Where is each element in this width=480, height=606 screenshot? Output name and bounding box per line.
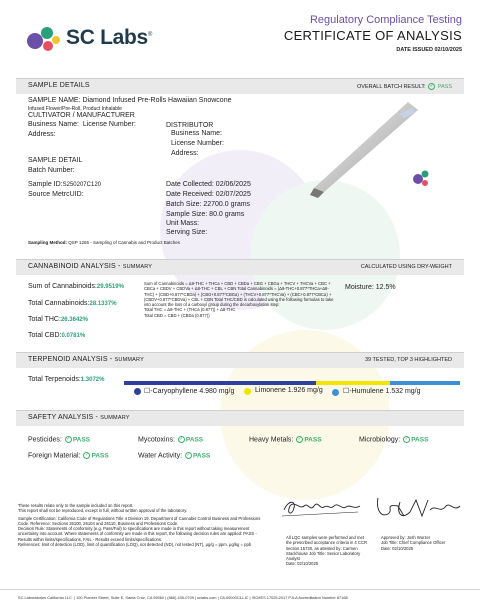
moisture: Moisture: 12.5% [345, 284, 396, 291]
distributor-license-number: License Number: [171, 140, 224, 147]
sample-id: Sample ID:S250207C120 [28, 181, 101, 188]
terpenes-tested: 39 TESTED, TOP 3 HIGHLIGHTED [364, 357, 452, 363]
cannabinoid-formula: Sum of Cannabinoids = Δ9-THC + THCa + CBD + CBDa + CBG + CBGa + THCV + THCVa + CBC + CBCa + CBDV + CBDVa + Δ8-THC + CBL + CBN Total Cannabinoids = (Δ9-THC+0.877*THCa+Δ8-THC) + (CBD+0.877*CBDa) + (CBG+0.877*CBGa) + (THCV+0.877*THCVa) + (CBC+0.877*CBCa) + (CBDV+0.877*CBDVa) + CBL + CBN Total THC/CBD is calculated using the following formulas to take into account the loss of a carboxyl group during the decarboxylation step: Total THC = Δ9-THC + (THCa (0.877)) + Δ8-THC Total CBD = CBD + (CBDa (0.877)) [144, 281, 334, 318]
sample-size: Sample Size: 80.0 grams [166, 211, 245, 218]
total-cannabinoids: Total Cannabinoids:28.1337% [28, 300, 117, 307]
approved-by: Approved by: Josh Wurzer Job Title: Chief Compliance Officer Date: 02/10/2025 [381, 535, 446, 551]
water-activity-result: Water Activity: ✓ PASS [138, 452, 211, 460]
source-metrc-uid: Source MetrcUID: [28, 191, 84, 198]
humulene-bar [390, 381, 460, 385]
safety-analysis-bar [16, 410, 464, 426]
total-cbd: Total CBD:0.0781% [28, 332, 86, 339]
microbiology-result: Microbiology: ✓ PASS [359, 436, 429, 444]
cannabinoid-heading: CANNABINOID ANALYSIS - SUMMARY [28, 263, 153, 270]
pass-check-icon: ✓ [186, 452, 191, 458]
sum-of-cannabinoids: Sum of Cannabinoids:29.9519% [28, 283, 124, 290]
sc-labs-logo-icon [26, 25, 62, 53]
distributor-business-name: Business Name: [171, 130, 222, 137]
mycotoxins-result: Mycotoxins: ✓ PASS [138, 436, 204, 444]
terpenoid-heading: TERPENOID ANALYSIS - SUMMARY [28, 356, 144, 363]
pass-check-icon: ✓ [179, 436, 184, 442]
terpene-humulene: ☐-Humulene 1.532 mg/g [343, 388, 421, 395]
sample-details-heading: SAMPLE DETAILS [28, 82, 90, 89]
safety-heading: SAFETY ANALYSIS - SUMMARY [28, 414, 130, 421]
limonene-dot [244, 388, 251, 395]
cultivator-heading: CULTIVATOR / MANUFACTURER [28, 112, 135, 119]
pass-check-icon: ✓ [429, 83, 434, 89]
overall-batch-result-value: PASS [437, 83, 452, 90]
sampling-method: Sampling Method: QSP 1265 - Sampling of Cannabis and Product Batches [28, 240, 181, 245]
sample-name: SAMPLE NAME: Diamond Infused Pre-Rolls Hawaiian Snowcone [28, 97, 232, 104]
pass-check-icon: ✓ [66, 436, 71, 442]
lqc-approval-text: All LQC samples were performed and met the prescribed acceptance criteria in 4 CCR section 15730, as attested by: Carmen Stackhouse Job Title: Senior Laboratory Analyst Date: 02/10/2025 [286, 535, 367, 567]
calculated-dry-weight: CALCULATED USING DRY-WEIGHT [360, 264, 452, 270]
overall-batch-result: OVERALL BATCH RESULT: ✓ PASS [357, 83, 452, 90]
pass-check-icon: ✓ [84, 452, 90, 458]
certificate-title: CERTIFICATE OF ANALYSIS [283, 28, 462, 43]
batch-number: Batch Number: [28, 167, 75, 174]
unit-mass: Unit Mass: [166, 220, 200, 227]
serving-size: Serving Size: [166, 229, 208, 236]
total-terpenoids: Total Terpenoids:1.3072% [28, 376, 105, 383]
distributor-heading: DISTRIBUTOR [166, 122, 214, 129]
terpene-caryophyllene: ☐-Caryophyllene 4.980 mg/g [144, 388, 235, 395]
cultivator-business-license: Business Name: License Number: [28, 121, 136, 128]
sample-detail-heading: SAMPLE DETAIL [28, 157, 83, 164]
footer-address: SC Laboratories California LLC. | 100 Pioneer Street, Suite E, Santa Cruz, CA 95060 | (866) 435-0709 | sclabs.com | C8-0000013-LIC | ISO/IES 17025:2017 PJLA Accreditation Number 87168 [18, 595, 348, 600]
report-type-title: Regulatory Compliance Testing [309, 14, 462, 26]
date-collected: Date Collected: 02/06/2025 [166, 181, 251, 188]
terpene-limonene: Limonene 1.926 mg/g [255, 387, 323, 394]
brand-name: SC Labs® [66, 26, 153, 49]
signature-josh-wurzer [370, 494, 466, 524]
pass-check-icon: ✓ [297, 436, 302, 442]
caryophyllene-dot [134, 388, 141, 395]
pass-check-icon: ✓ [404, 436, 409, 442]
distributor-address: Address: [171, 150, 199, 157]
signature-carmen-stackhouse [280, 496, 362, 522]
terpenoid-analysis-bar [16, 352, 464, 368]
caryophyllene-bar [124, 381, 316, 385]
batch-size: Batch Size: 22700.0 grams [166, 201, 251, 208]
pesticides-result: Pesticides: ✓ PASS [28, 436, 91, 444]
cultivator-address: Address: [28, 131, 56, 138]
humulene-dot [332, 389, 339, 396]
foreign-material-result: Foreign Material: ✓ PASS [28, 452, 109, 460]
total-thc: Total THC:26.3642% [28, 316, 88, 323]
sample-category: Infused Flower/Pre-Roll, Product Inhalable [28, 106, 122, 112]
limonene-bar [316, 381, 390, 385]
date-issued: DATE ISSUED 02/10/2025 [396, 47, 462, 53]
date-received: Date Received: 02/07/2025 [166, 191, 251, 198]
disclaimer-text: These results relate only to the sample included on this report. This report shall not be reproduced, except in full, without written approval of the laboratory. Sample Certification: California Code of Regulations Title 4 Division 19. Department of Cannabis Control Business and Professions Code. Reference: Sections 26100, 26104 and 26110, Business and Professions Code. Decision Rule: Statements of conformity (e.g. Pass/Fail) to specifications are made in this report without taking measurement uncertainty into account. Where statements of conformity are made in this report, the following decision rules are applied: PASS - Results within limits/specifications, FAIL - Results exceed limits/specifications. References: limit of detection (LOD), limit of quantification (LOQ), not detected (ND), not tested (NT), μg/g = ppm, μg/kg = ppb [18, 503, 261, 547]
heavy-metals-result: Heavy Metals: ✓ PASS [249, 436, 322, 444]
cannabinoid-analysis-bar [16, 259, 464, 275]
footer-divider [0, 589, 480, 590]
sc-labs-mark-icon [412, 168, 432, 188]
